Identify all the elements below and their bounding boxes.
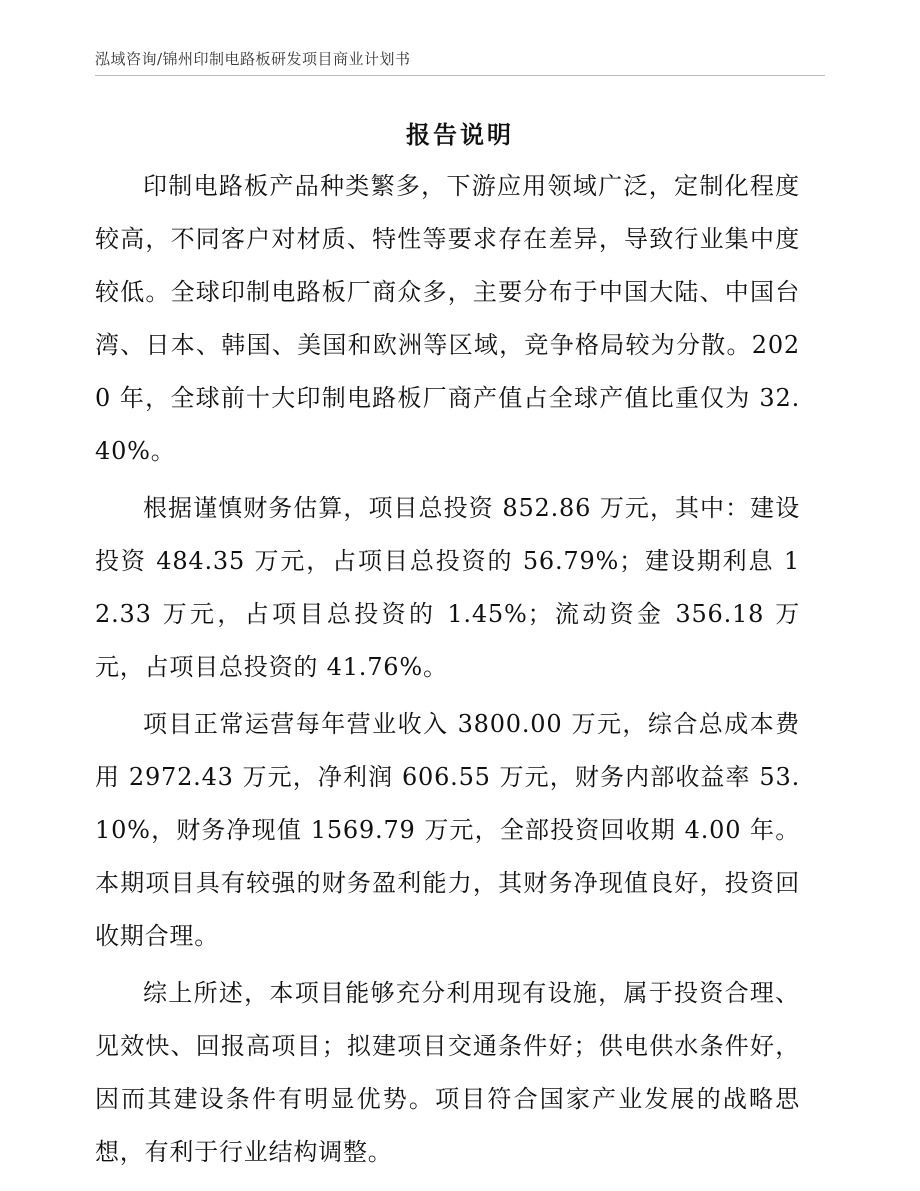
report-body [95, 160, 800, 1183]
header-divider [95, 75, 825, 76]
paragraph-financial-returns: 项目正常运营每年营业收入 3800.00 万元，综合总成本费用 2972.43 万元，净利润 606.55 万元，财务内部收益率 53.10%，财务净现值 1569.79 万元，全部投资回收期 4.00 年。本期项目具有较强的财务盈利能力，其财务净现值良好，投资回收期合理。 [95, 710, 800, 950]
paragraph-industry-overview: 印制电路板产品种类繁多，下游应用领域广泛，定制化程度较高，不同客户对材质、特性等要求存在差异，导致行业集中度较低。全球印制电路板厂商众多，主要分布于中国大陆、中国台湾、日本、韩国、美国和欧洲等区域，竞争格局较为分散。2020 年，全球前十大印制电路板厂商产值占全球产值比重仅为 32.40%。 [95, 172, 800, 465]
paragraph-investment-estimate: 根据谨慎财务估算，项目总投资 852.86 万元，其中：建设投资 484.35 万元，占项目总投资的 56.79%；建设期利息 12.33 万元，占项目总投资的 1.45%；流动资金 356.18 万元，占项目总投资的 41.76%。 [95, 494, 800, 681]
page-title: 报告说明 [406, 120, 514, 149]
paragraph-conclusion: 综上所述，本项目能够充分利用现有设施，属于投资合理、见效快、回报高项目；拟建项目交通条件好；供电供水条件好，因而其建设条件有明显优势。项目符合国家产业发展的战略思想，有利于行业结构调整。 [95, 979, 800, 1166]
running-header: 泓域咨询/锦州印制电路板研发项目商业计划书 [95, 50, 411, 68]
